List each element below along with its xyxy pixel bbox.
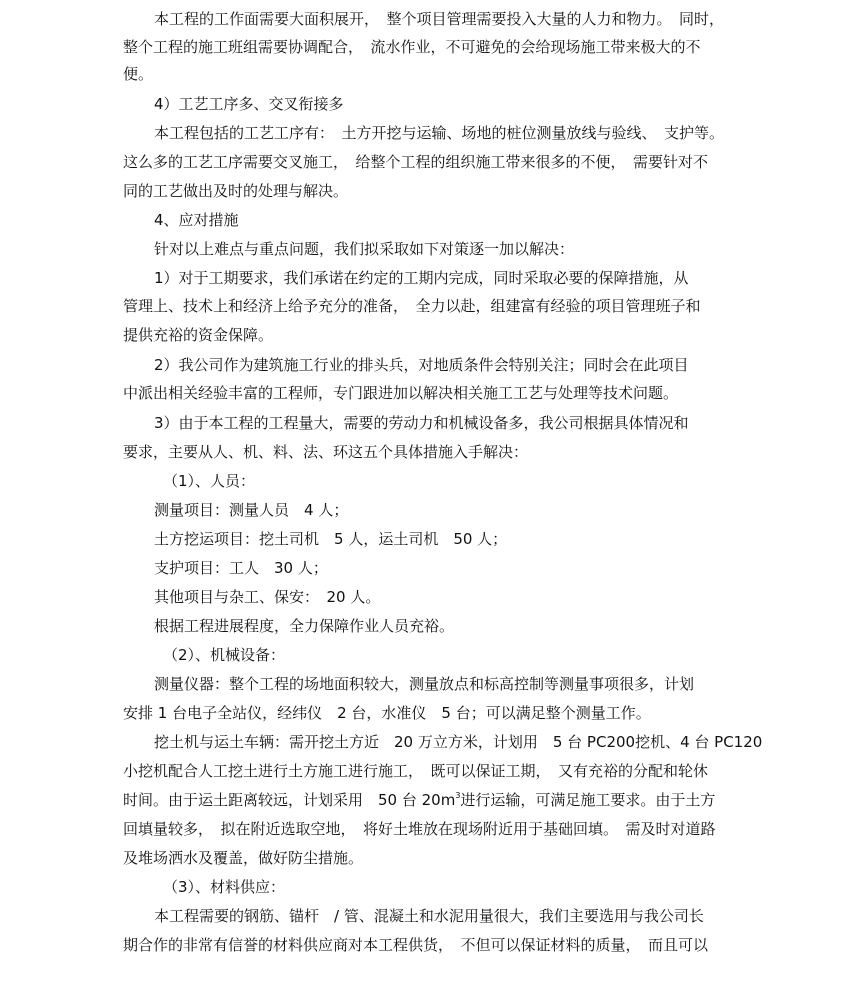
paragraph-line: 提供充裕的资金保障。 [123,326,274,344]
paragraph-line [123,790,715,810]
sub-heading: （1）、人员： [163,472,256,490]
paragraph-line: 便。 [123,65,154,83]
line-text-after-unit: 进行运输，可满足施工要求。由于土方 [460,791,716,809]
paragraph-line: 安排 1 台电子全站仪，经纬仪 2 台，水准仪 5 台；可以满足整个测量工作。 [123,704,651,722]
paragraph-line: 本工程包括的工艺工序有： 土方开挖与运输、场地的桩位测量放线与验线、 支护等。 [154,124,725,142]
list-item: 其他项目与杂工、保安： 20 人。 [154,588,381,606]
unit-superscript: 3 [455,791,461,800]
sub-heading: （3）、材料供应： [163,878,286,896]
paragraph-line: 小挖机配合人工挖土进行土方施工进行施工， 既可以保证工期， 又有充裕的分配和轮休 [123,762,709,780]
paragraph-line: 及堆场洒水及覆盖，做好防尘措施。 [123,849,364,867]
list-item: 土方挖运项目：挖土司机 5 人，运土司机 50 人； [154,530,508,548]
paragraph-line: 1）对于工期要求，我们承诺在约定的工期内完成，同时采取必要的保障措施，从 [154,269,689,287]
sub-heading: （2）、机械设备： [163,646,286,664]
list-item: 测量项目：测量人员 4 人； [154,501,349,519]
paragraph-line: 测量仪器：整个工程的场地面积较大，测量放点和标高控制等测量事项很多，计划 [154,675,695,693]
paragraph-line: 整个工程的施工班组需要协调配合， 流水作业，不可避免的会给现场施工带来极大的不 [123,38,701,56]
paragraph-line: 这么多的工艺工序需要交叉施工， 给整个工程的组织施工带来很多的不便， 需要针对不 [123,153,709,171]
paragraph-line: 针对以上难点与重点问题，我们拟采取如下对策逐一加以解决： [154,240,575,258]
section-heading: 4、应对措施 [154,211,239,229]
list-item: 支护项目：工人 30 人； [154,559,328,577]
paragraph-line: 回填量较多， 拟在附近选取空地， 将好土堆放在现场附近用于基础回填。 需及时对道路 [123,820,716,838]
paragraph-line: 挖土机与运土车辆：需开挖土方近 20 万立方米，计划用 5 台 PC200挖机、4 台 PC120 [154,733,763,751]
paragraph-line: 要求，主要从人、机、料、法、环这五个具体措施入手解决： [123,443,529,461]
paragraph-line: 根据工程进展程度，全力保障作业人员充裕。 [154,617,455,635]
paragraph-line: 中派出相关经验丰富的工程师，专门跟进加以解决相关施工工艺与处理等技术问题。 [123,384,679,402]
line-text-before-unit: 时间。由于运土距离较远，计划采用 50 台 20m [123,791,456,809]
paragraph-line: 本工程的工作面需要大面积展开， 整个项目管理需要投入大量的人力和物力。 同时， [154,10,725,28]
paragraph-line: 3）由于本工程的工程量大，需要的劳动力和机械设备多，我公司根据具体情况和 [154,414,689,432]
section-heading: 4）工艺工序多、交叉衔接多 [154,95,344,113]
paragraph-line: 同的工艺做出及时的处理与解决。 [123,182,349,200]
paragraph-line: 2）我公司作为建筑施工行业的排头兵，对地质条件会特别关注；同时会在此项目 [154,356,689,374]
paragraph-line: 本工程需要的钢筋、锚杆 / 管、混凝土和水泥用量很大，我们主要选用与我公司长 [154,907,704,925]
paragraph-line: 管理上、技术上和经济上给予充分的准备， 全力以赴，组建富有经验的项目管理班子和 [123,297,701,315]
paragraph-line: 期合作的非常有信誉的材料供应商对本工程供货， 不但可以保证材料的质量， 而且可以 [123,936,709,954]
